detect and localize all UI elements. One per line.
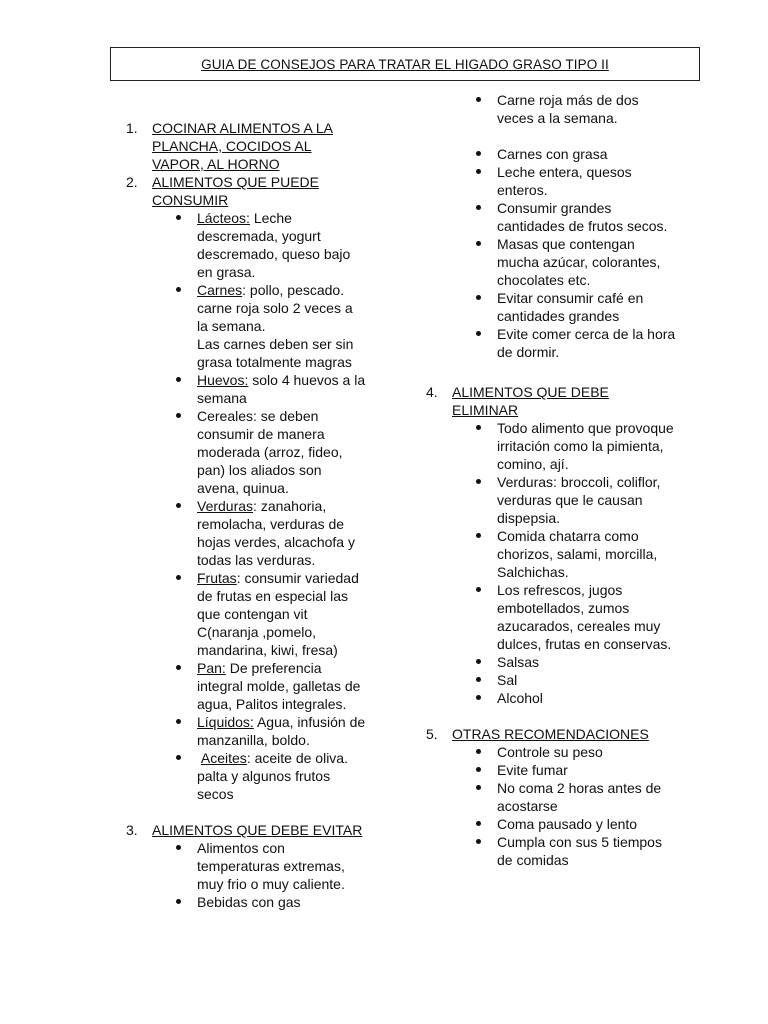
- section-number: 2.: [126, 174, 138, 190]
- list-item: Carnes: pollo, pescado. carne roja solo 2 veces a la semana. Las carnes deben ser sin grasa totalmente magras: [171, 281, 366, 371]
- section-heading: ALIMENTOS QUE DEBE ELIMINAR: [452, 384, 609, 418]
- list-item: Consumir grandes cantidades de frutos secos.: [471, 199, 676, 235]
- list-item: No coma 2 horas antes de acostarse: [471, 779, 676, 815]
- section-4: [426, 383, 676, 419]
- section-heading: OTRAS RECOMENDACIONES: [452, 726, 649, 742]
- list-item: Evitar consumir café en cantidades grandes: [471, 289, 676, 325]
- list-item: Bebidas con gas: [171, 893, 366, 911]
- list-item: Cereales: se deben consumir de manera moderada (arroz, fideo, pan) los aliados son avena, quinua.: [171, 407, 366, 497]
- list-item: Coma pausado y lento: [471, 815, 676, 833]
- section-heading: ALIMENTOS QUE DEBE EVITAR: [152, 822, 363, 838]
- title-box: [110, 47, 700, 81]
- list-item: Alimentos con temperaturas extremas, muy frio o muy caliente.: [171, 839, 366, 893]
- list-item: Sal: [471, 671, 676, 689]
- list-item: Comida chatarra como chorizos, salami, morcilla, Salchichas.: [471, 527, 676, 581]
- list-item: Carnes con grasa: [471, 145, 676, 163]
- list-item: Todo alimento que provoque irritación como la pimienta, comino, ají.: [471, 419, 676, 473]
- section-number: 1.: [126, 120, 138, 136]
- list-item: Masas que contengan mucha azúcar, colorantes, chocolates etc.: [471, 235, 676, 289]
- section-number: 3.: [126, 822, 138, 838]
- list-item: Frutas: consumir variedad de frutas en especial las que contengan vit C(naranja ,pomelo, mandarina, kiwi, fresa): [171, 569, 366, 659]
- list-item: Aceites: aceite de oliva. palta y algunos frutos secos: [171, 749, 366, 803]
- section-3-list-part1: [126, 839, 366, 911]
- left-column: [126, 119, 366, 911]
- right-column: [426, 91, 676, 869]
- section-2: [126, 173, 366, 209]
- section-1: [126, 119, 366, 173]
- section-2-list: [126, 209, 366, 803]
- list-item: Verduras: zanahoria, remolacha, verduras de hojas verdes, alcachofa y todas las verduras.: [171, 497, 366, 569]
- list-item: Cumpla con sus 5 tiempos de comidas: [471, 833, 676, 869]
- list-item: Verduras: broccoli, coliflor, verduras que le causan dispepsia.: [471, 473, 676, 527]
- section-4-list: [426, 419, 676, 707]
- section-5-list: [426, 743, 676, 869]
- list-item: Carne roja más de dos veces a la semana.: [471, 91, 676, 127]
- document-title: GUIA DE CONSEJOS PARA TRATAR EL HIGADO GRASO TIPO II: [201, 56, 609, 72]
- section-number: 5.: [426, 726, 438, 742]
- list-item: Salsas: [471, 653, 676, 671]
- list-item: Evite fumar: [471, 761, 676, 779]
- section-heading: ALIMENTOS QUE PUEDE CONSUMIR: [152, 174, 320, 208]
- list-item: Líquidos: Agua, infusión de manzanilla, boldo.: [171, 713, 366, 749]
- list-item: Evite comer cerca de la hora de dormir.: [471, 325, 676, 361]
- section-3: [126, 821, 366, 839]
- list-item: Controle su peso: [471, 743, 676, 761]
- section-5: [426, 725, 676, 743]
- list-item: Leche entera, quesos enteros.: [471, 163, 676, 199]
- list-item: Pan: De preferencia integral molde, galletas de agua, Palitos integrales.: [171, 659, 366, 713]
- list-item: Huevos: solo 4 huevos a la semana: [171, 371, 366, 407]
- list-item: Alcohol: [471, 689, 676, 707]
- list-item: Lácteos: Leche descremada, yogurt descremado, queso bajo en grasa.: [171, 209, 366, 281]
- list-item: Los refrescos, jugos embotellados, zumos azucarados, cereales muy dulces, frutas en conservas.: [471, 581, 676, 653]
- section-heading: COCINAR ALIMENTOS A LA PLANCHA, COCIDOS AL VAPOR, AL HORNO: [152, 120, 334, 172]
- section-number: 4.: [426, 384, 438, 400]
- section-3-list-part2: [426, 91, 676, 361]
